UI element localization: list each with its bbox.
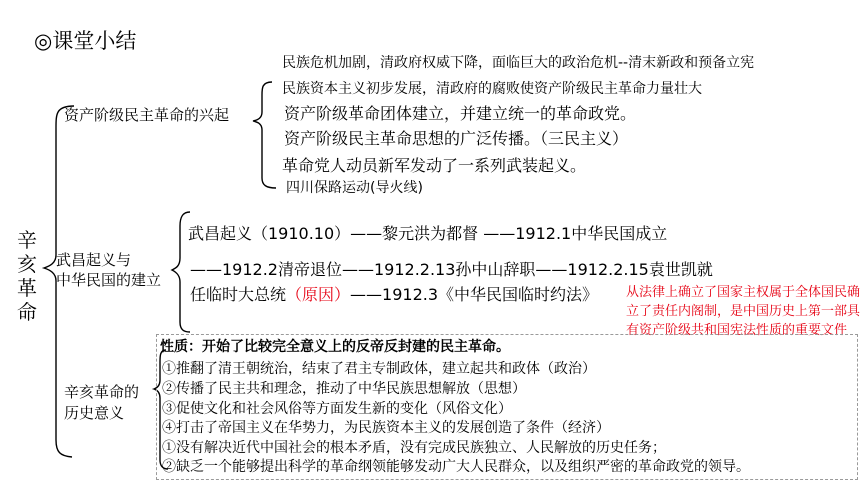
branch1-brace	[253, 82, 276, 188]
branch1-label: 资产阶级民主革命的兴起	[64, 106, 230, 124]
branch3-label-line2: 历史意义	[64, 404, 125, 422]
page-title: ◎课堂小结	[34, 29, 137, 53]
constitution-note: 从法律上确立了国家主权属于全体国民确立了责任内阁制，是中国历史上第一部具有资产阶级共和国宪法性质的重要文件	[626, 285, 860, 338]
branch2-label-line2: 中华民国的建立	[56, 271, 162, 289]
significance-item-3: ③促使文化和社会风俗等方面发生新的变化（风俗文化）	[162, 401, 512, 417]
branch2-line-2: ——1912.2清帝退位——1912.2.13孙中山辞职——1912.2.15袁世凯就	[190, 260, 713, 279]
significance-item-4: ④打击了帝国主义在华势力，为民族资本主义的发展创造了条件（经济）	[162, 420, 610, 436]
limitation-item-2: ②缺乏一个能够提出科学的革命纲领能够发动广大人民群众，以及组织严密的革命政党的领导。	[162, 459, 750, 475]
significance-item-1: ①推翻了清王朝统治，结束了君主专制政体，建立起共和政体（政治）	[162, 361, 596, 377]
branch2-line-3a: 任临时大总统	[190, 285, 287, 304]
limitation-item-1: ①没有解决近代中国社会的根本矛盾，没有完成民族独立、人民解放的历史任务；	[162, 440, 666, 456]
branch1-item-2: 民族资本主义初步发展，清政府的腐败使资产阶级民主革命力量壮大	[282, 81, 702, 97]
branch2-line-3	[190, 287, 598, 303]
cause-label: （原因）	[286, 285, 351, 304]
branch2-line-3c: ——1912.3《中华民国临时约法》	[350, 285, 599, 304]
branch1-item-3: 资产阶级革命团体建立，并建立统一的革命政党。	[284, 104, 637, 123]
branch1-item-6: 四川保路运动(导火线)	[286, 180, 423, 196]
branch2-label-line1: 武昌起义与	[56, 251, 132, 269]
branch1-item-1: 民族危机加剧，清政府权威下降，面临巨大的政治危机--清末新政和预备立宪	[282, 55, 755, 71]
nature-text: 性质：开始了比较完全意义上的反帝反封建的民主革命。	[160, 339, 510, 355]
main-topic-label: 辛亥革命	[17, 228, 37, 324]
branch1-item-4: 资产阶级民主革命思想的广泛传播。（三民主义）	[284, 129, 629, 148]
significance-item-2: ②传播了民主共和理念，推动了中华民族思想解放（思想）	[162, 381, 526, 397]
branch3-label-line1: 辛亥革命的	[64, 383, 140, 401]
branch2-line-1: 武昌起义（1910.10）——黎元洪为都督 ——1912.1中华民国成立	[188, 224, 668, 243]
branch1-item-5: 革命党人动员新军发动了一系列武装起义。	[282, 156, 587, 175]
